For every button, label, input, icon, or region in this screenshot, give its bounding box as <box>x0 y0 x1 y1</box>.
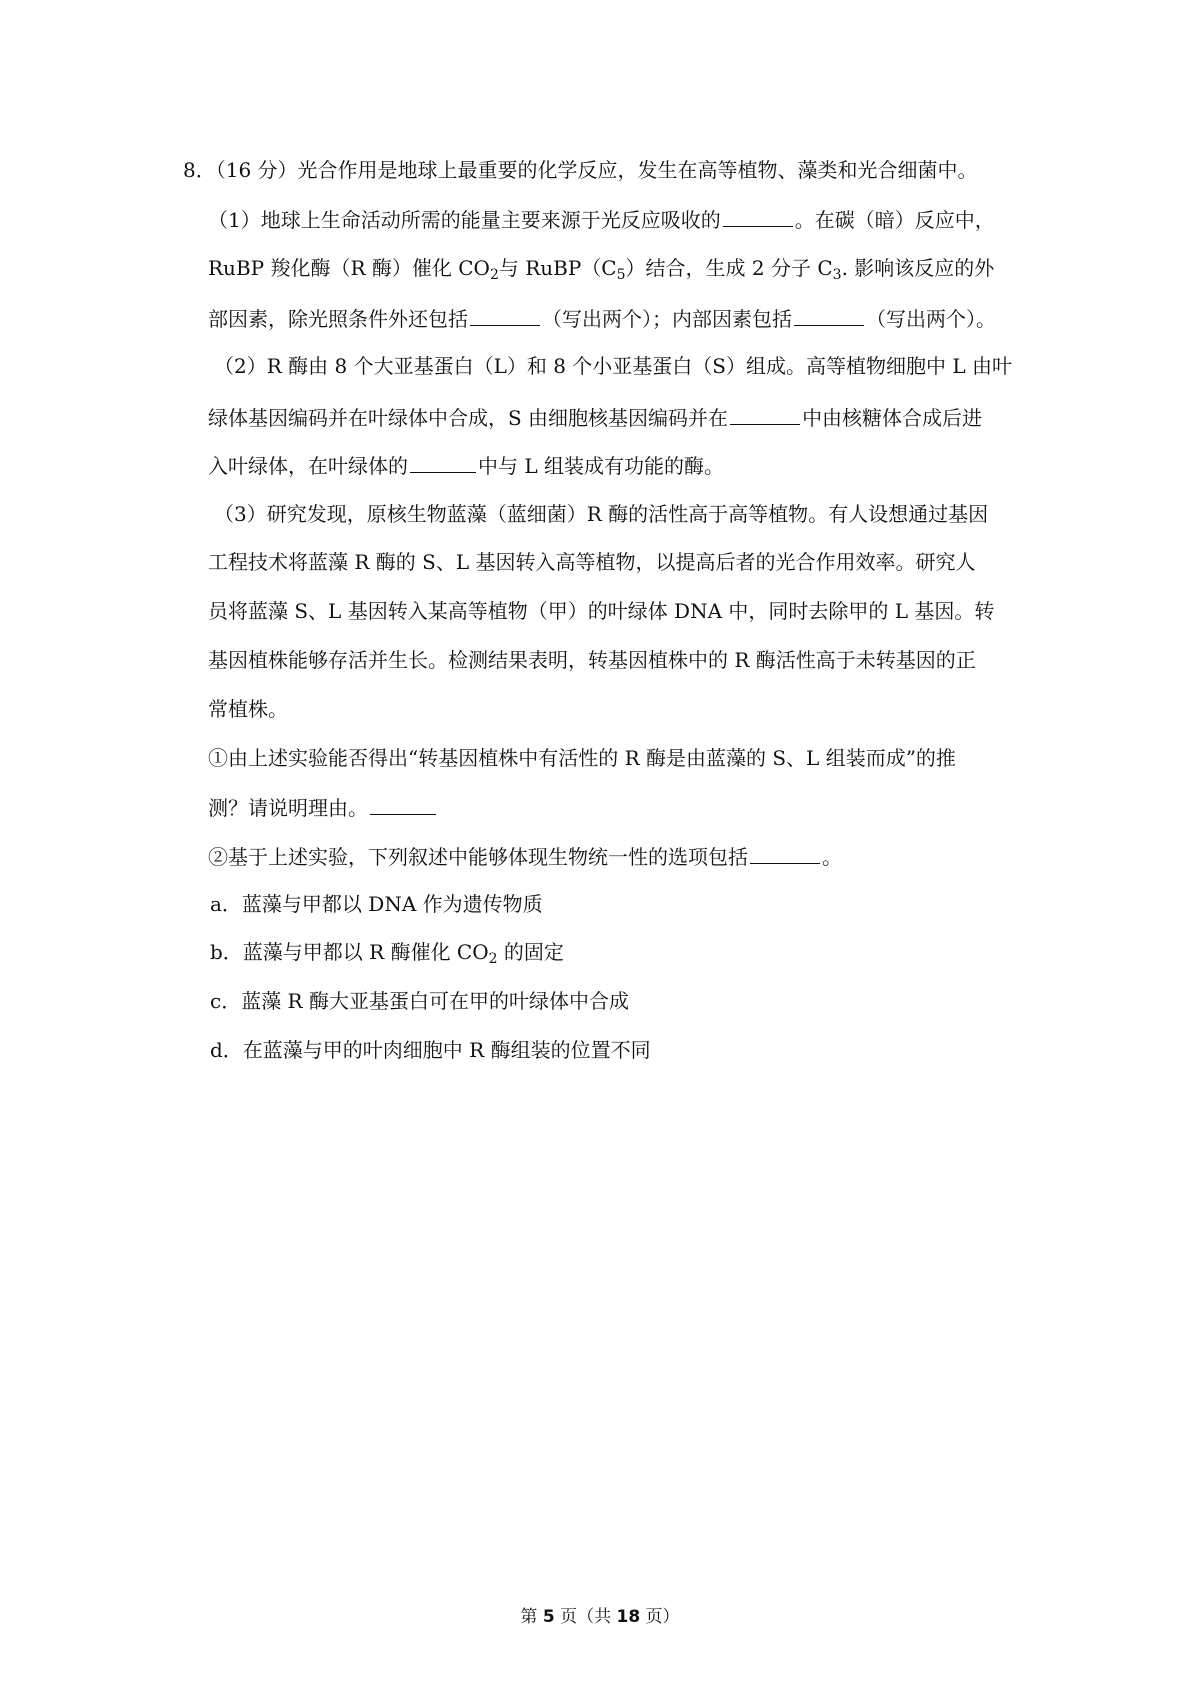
option-d: d．在蓝藻与甲的叶肉细胞中 R 酶组装的位置不同 <box>210 1038 651 1062</box>
question-intro: 光合作用是地球上最重要的化学反应，发生在高等植物、藻类和光合细菌中。 <box>297 158 978 182</box>
total-pages: 18 <box>616 1607 641 1627</box>
text-segment: 。在碳（暗）反应中， <box>794 208 995 232</box>
subscript: 2 <box>489 267 499 283</box>
part3-line1: （3）研究发现，原核生物蓝藻（蓝细菌）R 酶的活性高于高等植物。有人设想通过基因 <box>214 502 989 526</box>
text-segment: ②基于上述实验，下列叙述中能够体现生物统一性的选项包括 <box>208 845 748 869</box>
subquestion-2 <box>208 843 842 869</box>
page-number: 5 <box>542 1607 555 1627</box>
answer-blank-2[interactable] <box>470 305 540 326</box>
answer-blank-6[interactable] <box>370 794 436 815</box>
text-segment: （1）地球上生命活动所需的能量主要来源于光反应吸收的 <box>208 208 721 232</box>
part3-line4: 基因植株能够存活并生长。检测结果表明，转基因植株中的 R 酶活性高于未转基因的正 <box>208 648 976 672</box>
option-b <box>210 940 564 967</box>
subscript: 3 <box>832 267 842 283</box>
text-segment: 。 <box>822 845 842 869</box>
part1-line3 <box>208 305 996 331</box>
footer-text: 第 <box>520 1607 543 1627</box>
answer-blank-7[interactable] <box>750 843 820 864</box>
subscript: 5 <box>616 267 626 283</box>
text-segment: . 影响该反应的外 <box>841 256 995 280</box>
answer-blank-1[interactable] <box>723 206 793 227</box>
part2-line3 <box>208 452 724 478</box>
text-segment: b．蓝藻与甲都以 R 酶催化 CO <box>210 940 489 964</box>
part3-line3: 员将蓝藻 S、L 基因转入某高等植物（甲）的叶绿体 DNA 中，同时去除甲的 L 基因。转 <box>208 599 995 623</box>
footer-text: 页（共 <box>554 1607 617 1627</box>
part3-line5: 常植株。 <box>208 697 288 721</box>
part2-line2 <box>208 404 982 430</box>
text-segment: 与 RuBP（C <box>498 256 617 280</box>
part2-line1: （2）R 酶由 8 个大亚基蛋白（L）和 8 个小亚基蛋白（S）组成。高等植物细胞中 L 由叶 <box>214 354 1012 378</box>
subquestion-1-line2 <box>208 794 438 820</box>
text-segment: 入叶绿体，在叶绿体的 <box>208 454 408 478</box>
page-footer <box>0 1606 1200 1628</box>
question-score: （16 分） <box>215 158 298 182</box>
answer-blank-5[interactable] <box>410 452 476 473</box>
option-c: c．蓝藻 R 酶大亚基蛋白可在甲的叶绿体中合成 <box>210 989 629 1013</box>
text-segment: （写出两个）。 <box>866 307 996 331</box>
text-segment: 测？请说明理由。 <box>208 796 368 820</box>
text-segment: RuBP 羧化酶（R 酶）催化 CO <box>208 256 490 280</box>
answer-blank-4[interactable] <box>730 404 800 425</box>
part1-line1 <box>208 206 995 232</box>
text-segment: 部因素，除光照条件外还包括 <box>208 307 468 331</box>
part1-line2 <box>208 256 995 283</box>
answer-blank-3[interactable] <box>794 305 864 326</box>
question-header <box>183 158 978 182</box>
text-segment: 绿体基因编码并在叶绿体中合成，S 由细胞核基因编码并在 <box>208 406 729 430</box>
text-segment: （写出两个）；内部因素包括 <box>542 307 792 331</box>
part3-line2: 工程技术将蓝藻 R 酶的 S、L 基因转入高等植物，以提高后者的光合作用效率。研究人 <box>208 550 976 574</box>
text-segment: 的固定 <box>497 940 564 964</box>
subquestion-1-line1: ①由上述实验能否得出“转基因植株中有活性的 R 酶是由蓝藻的 S、L 组装而成”的推 <box>208 746 956 770</box>
option-a: a．蓝藻与甲都以 DNA 作为遗传物质 <box>210 892 543 916</box>
text-segment: 中由核糖体合成后进 <box>802 406 983 430</box>
text-segment: ）结合，生成 2 分子 C <box>625 256 833 280</box>
question-number: 8． <box>183 158 216 182</box>
text-segment: 中与 L 组装成有功能的酶。 <box>478 454 724 478</box>
footer-text: 页） <box>640 1607 680 1627</box>
subscript: 2 <box>488 951 498 967</box>
